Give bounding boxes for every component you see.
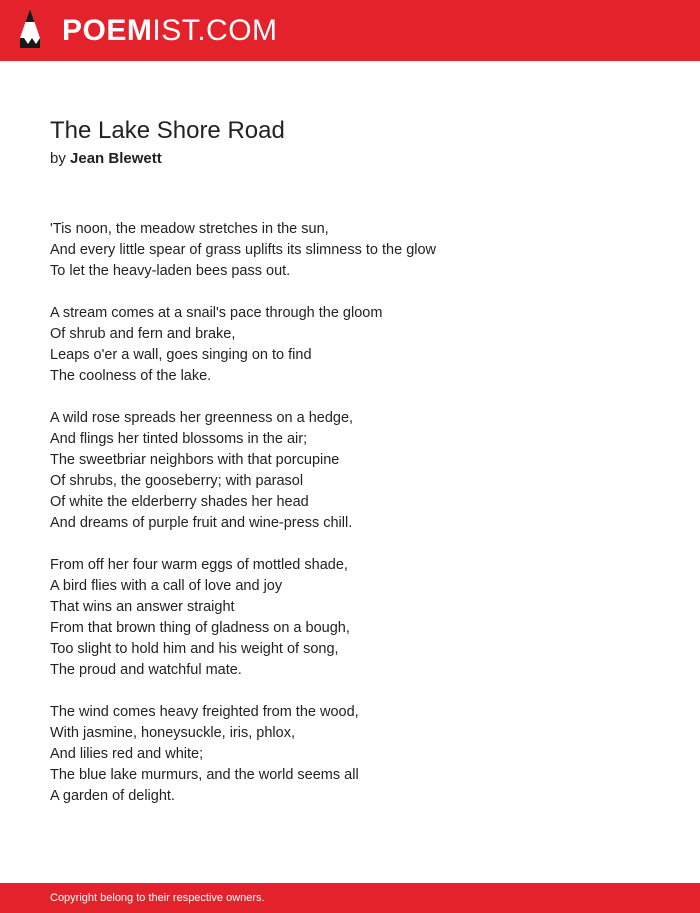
poem-line: That wins an answer straight — [50, 599, 235, 615]
byline-prefix: by — [50, 150, 66, 167]
logo-light-text: IST.COM — [152, 14, 278, 47]
logo-bold-text: POEM — [62, 14, 153, 47]
stanza — [50, 555, 650, 681]
poem-title: The Lake Shore Road — [50, 117, 285, 144]
poem-line: Of shrubs, the gooseberry; with parasol — [50, 473, 304, 489]
stanza — [50, 303, 650, 387]
poem-line: The sweetbriar neighbors with that porcupine — [50, 452, 340, 468]
poem-line: Too slight to hold him and his weight of song, — [50, 641, 339, 657]
poem-line: Of white the elderberry shades her head — [50, 494, 309, 510]
poem-body — [50, 219, 650, 828]
site-logo[interactable] — [62, 11, 278, 51]
stanza — [50, 219, 650, 282]
poem-line: The blue lake murmurs, and the world seems all — [50, 767, 359, 783]
poem-line: The wind comes heavy freighted from the wood, — [50, 704, 359, 720]
site-footer — [0, 883, 700, 913]
poem-line: And lilies red and white; — [50, 746, 204, 762]
poem-line: A bird flies with a call of love and joy — [50, 578, 283, 594]
poem-line: A wild rose spreads her greenness on a hedge, — [50, 410, 354, 426]
stanza — [50, 408, 650, 534]
stanza — [50, 702, 650, 807]
poem-line: From that brown thing of gladness on a bough, — [50, 620, 350, 636]
poem-line: A garden of delight. — [50, 788, 175, 804]
author-name: Jean Blewett — [70, 150, 162, 167]
poem-line: From off her four warm eggs of mottled shade, — [50, 557, 348, 573]
byline — [50, 148, 162, 170]
poem-line: With jasmine, honeysuckle, iris, phlox, — [50, 725, 295, 741]
poem-line: And flings her tinted blossoms in the air; — [50, 431, 308, 447]
poem-line: The proud and watchful mate. — [50, 662, 242, 678]
poem-line: To let the heavy-laden bees pass out. — [50, 263, 291, 279]
poem-line: And every little spear of grass uplifts its slimness to the glow — [50, 242, 437, 258]
poem-line: And dreams of purple fruit and wine-press chill. — [50, 515, 353, 531]
poem-line: A stream comes at a snail's pace through the gloom — [50, 305, 383, 321]
poem-line: 'Tis noon, the meadow stretches in the sun, — [50, 221, 329, 237]
site-header — [0, 0, 700, 61]
copyright-text: Copyright belong to their respective owners. — [50, 892, 265, 904]
poem-line: Leaps o'er a wall, goes singing on to find — [50, 347, 312, 363]
pencil-icon[interactable] — [17, 8, 43, 52]
poem-line: Of shrub and fern and brake, — [50, 326, 236, 342]
poem-line: The coolness of the lake. — [50, 368, 212, 384]
